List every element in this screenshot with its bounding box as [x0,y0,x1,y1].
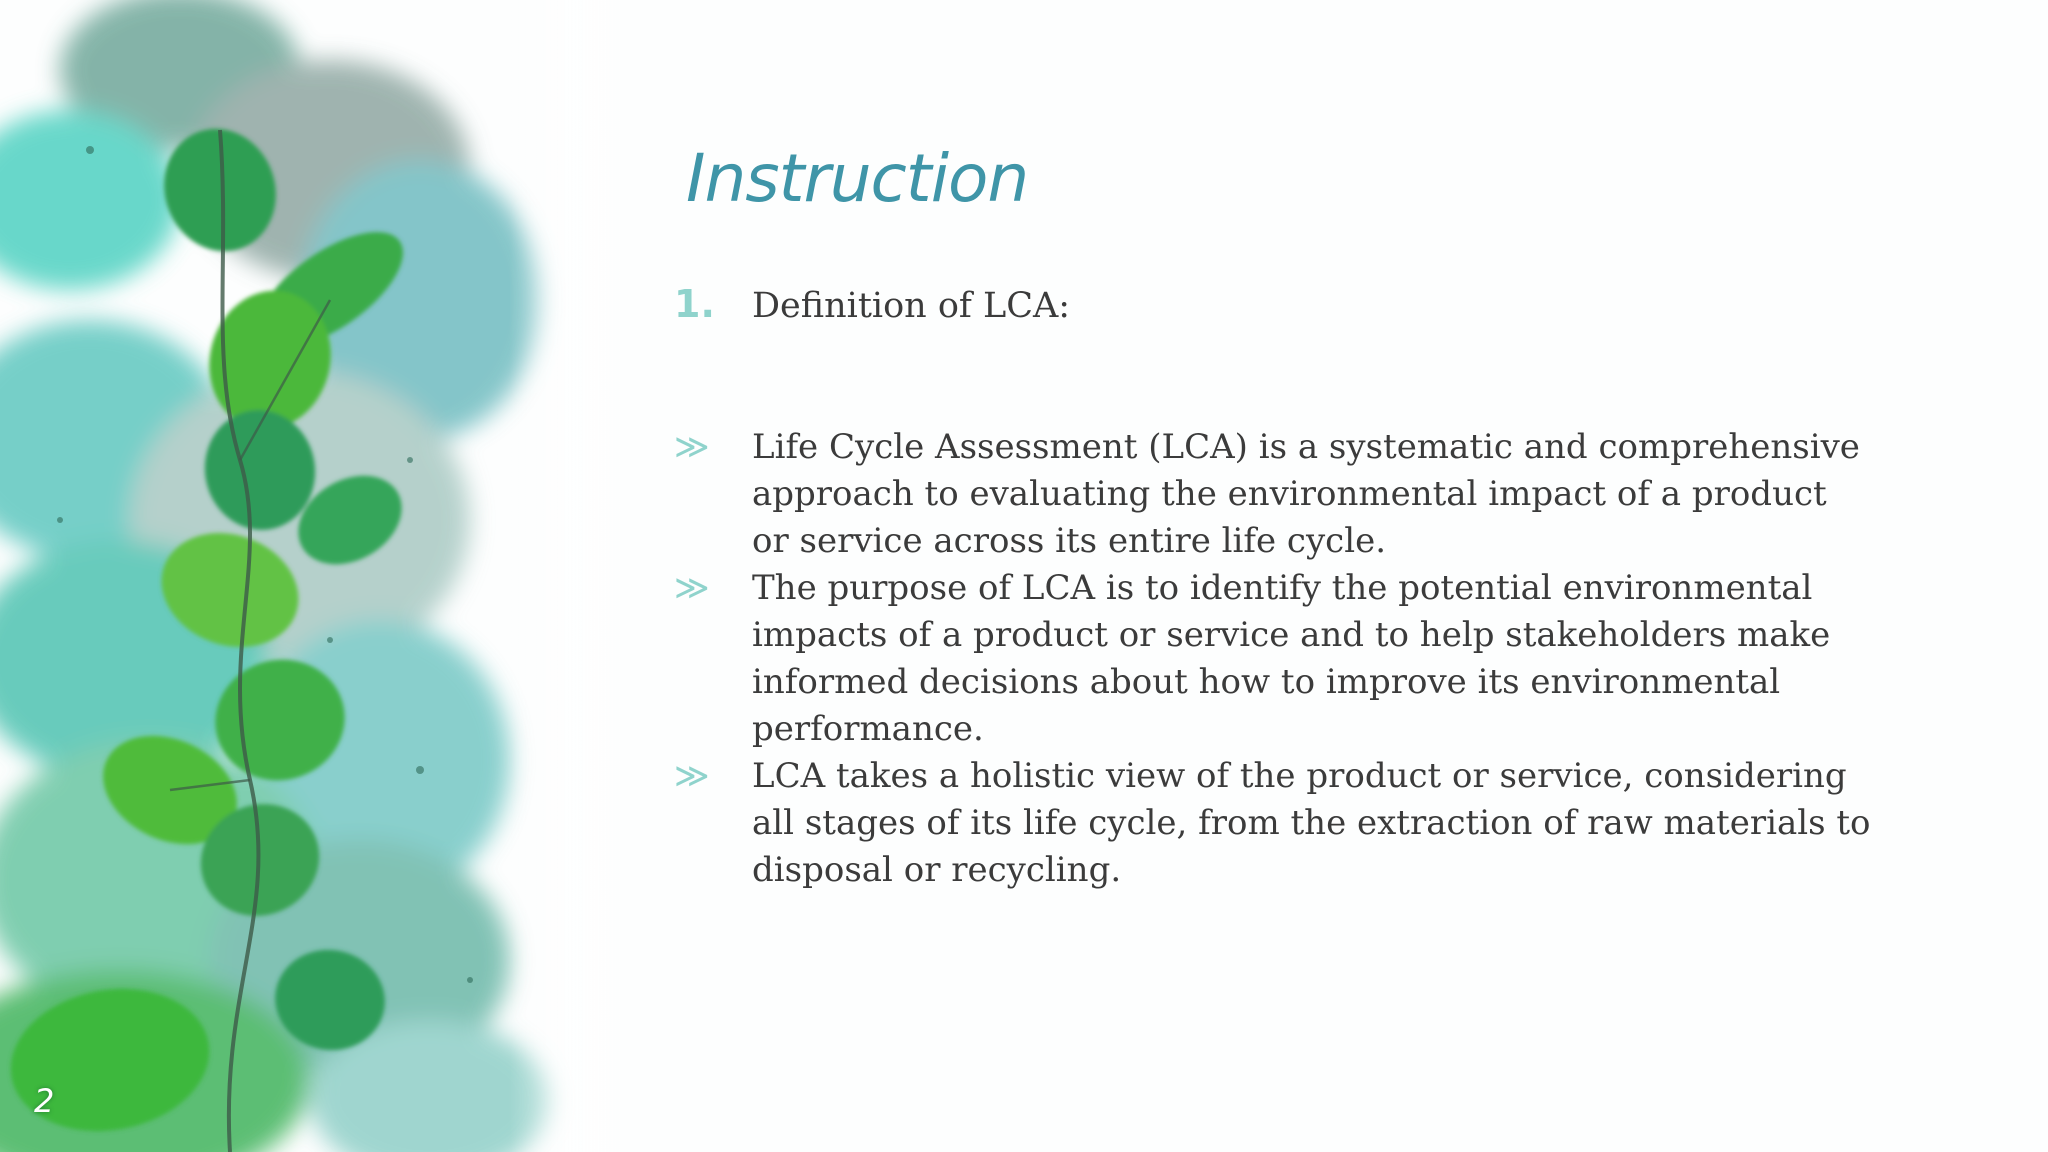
page-number: 2 [34,1082,55,1120]
bullet-text: The purpose of LCA is to identify the potential environmental impacts of a product or service and to help stakeholders make informed decisions about how to improve its environmental performance. [752,568,1831,749]
numbered-item-number: 1. [674,282,715,326]
bullet-item [674,565,1874,753]
numbered-item [674,282,1070,326]
slide-title: Instruction [686,140,1029,217]
bullet-item [674,753,1874,894]
bullet-item [674,424,1874,565]
bullet-list [674,424,1874,894]
double-chevron-right-icon: ≫ [674,427,710,467]
double-chevron-right-icon: ≫ [674,756,710,796]
bullet-text: LCA takes a holistic view of the product or service, considering all stages of its life cycle, from the extraction of raw materials to disposal or recycling. [752,756,1871,890]
double-chevron-right-icon: ≫ [674,568,710,608]
bullet-text: Life Cycle Assessment (LCA) is a systematic and comprehensive approach to evaluating the environmental impact of a product or service across its entire life cycle. [752,427,1860,561]
watercolor-leaves-illustration [0,0,620,1152]
numbered-item-text: Definition of LCA: [752,286,1071,326]
